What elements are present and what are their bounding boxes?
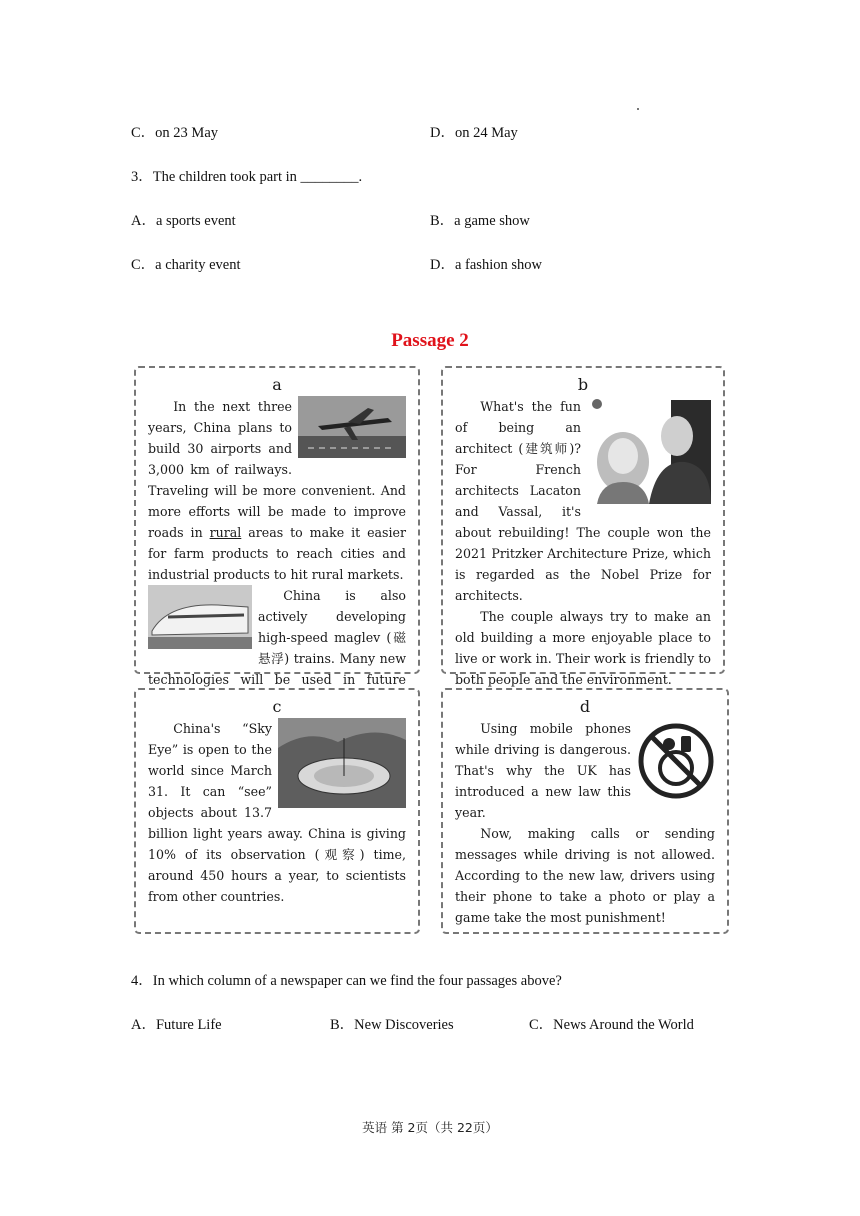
passage-title: Passage 2: [391, 330, 469, 351]
box-a-text-1: In the next three years, China plans to build 30 airports and 3,000 km of railways. Traveling will be more convenient. And more efforts will be made to improve roads in: [148, 399, 406, 540]
sky-eye-telescope-photo: [278, 718, 406, 808]
underlined-word-rural: rural: [209, 525, 242, 540]
q3-option-d[interactable]: D．a fashion show: [430, 257, 542, 273]
box-d-paragraph-1: Using mobile phones while driving is dangerous. That's why the UK has introduced a new law this year.: [455, 721, 631, 820]
no-phone-driving-icon: [637, 722, 715, 800]
q4-option-b[interactable]: B．New Discoveries: [330, 1017, 454, 1033]
box-c-letter: c: [272, 697, 282, 716]
q3-option-c[interactable]: C．a charity event: [131, 257, 241, 273]
box-a-letter: a: [272, 375, 282, 394]
page-footer: 英语 第 2页（共 22页）: [362, 1120, 498, 1135]
box-d-letter: d: [579, 697, 591, 716]
box-d-paragraph-2: Now, making calls or sending messages while driving is not allowed. According to the new law, drivers using their phone to take a photo or play a game take the most punishment!: [455, 826, 715, 925]
architects-photo: [587, 396, 711, 504]
passage-box-c: [134, 688, 420, 934]
q3-option-b[interactable]: B．a game show: [430, 213, 530, 229]
q4-option-a[interactable]: A．Future Life: [131, 1017, 222, 1033]
box-a-text-2: areas to make it easier for farm products to reach cities and industrial products to hit rural markets.: [148, 525, 406, 582]
speck: [637, 108, 639, 110]
passage-box-d: [441, 688, 729, 934]
box-b-paragraph-2: The couple always try to make an old building a more enjoyable place to live or work in. Their work is friendly to both people and the environment.: [455, 609, 711, 687]
maglev-train-photo: [148, 585, 252, 649]
box-c-paragraph-1: China's “Sky Eye” is open to the world since March 31. It can “see” objects about 13.7 billion light years away. China is giving 10% of its observation (观察) time, around 450 hours a year, to scientists from other countries.: [148, 721, 406, 904]
box-b-paragraph-1: What's the fun of being an architect (建筑师)? For French architects Lacaton and Vassal, it's about rebuilding! The couple won the 2021 Pritzker Architecture Prize, which is regarded as the Nobel Prize for architects.: [455, 399, 711, 603]
q3-option-a[interactable]: A．a sports event: [131, 213, 236, 229]
box-a-paragraph-2: China is also actively developing high-speed maglev (磁悬浮) trains. Many new technologies will be used in future: [148, 588, 406, 687]
passage-box-b: [441, 366, 725, 687]
q2-option-d[interactable]: D．on 24 May: [430, 125, 518, 141]
q4-option-c[interactable]: C．News Around the World: [529, 1017, 694, 1033]
box-b-letter: b: [577, 375, 589, 394]
q2-option-c[interactable]: C．on 23 May: [131, 125, 218, 141]
question-4-stem: 4．In which column of a newspaper can we find the four passages above?: [131, 973, 562, 989]
passage-box-a: [134, 366, 420, 687]
airplane-photo: [298, 396, 406, 458]
question-3-stem: 3．The children took part in ________.: [131, 169, 363, 185]
